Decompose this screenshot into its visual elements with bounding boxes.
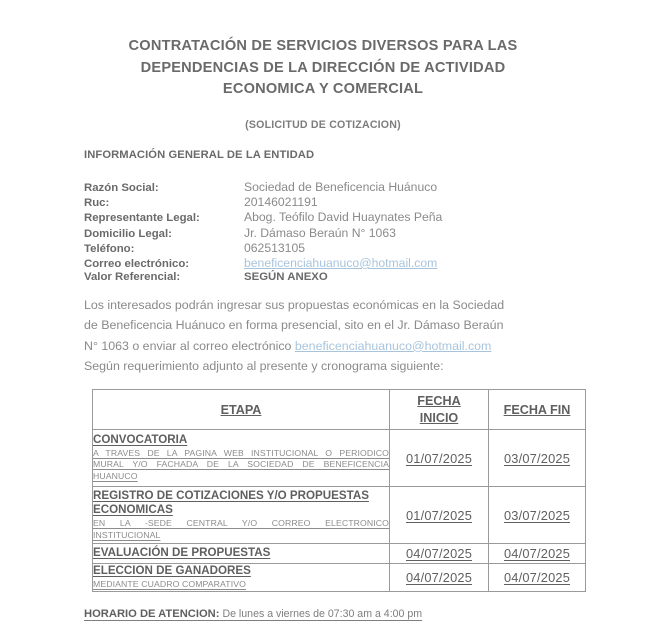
etapa-subtext-line: HUANUCO <box>93 471 138 482</box>
paragraph-line-1: Los interesados podrán ingresar sus propuestas económicas en la Sociedad <box>84 298 505 312</box>
schedule-table <box>92 389 586 592</box>
etapa-title: EVALUACIÓN DE PROPUESTAS <box>93 546 271 560</box>
column-header-fecha-inicio-line1: FECHA <box>417 393 461 408</box>
entity-info-list <box>84 180 554 286</box>
info-row-valor-referencial <box>84 271 554 286</box>
column-header-fecha-fin <box>489 390 586 430</box>
document-title <box>68 36 578 101</box>
info-value: 20146021191 <box>244 195 318 210</box>
table-row <box>93 487 586 544</box>
info-value: Sociedad de Beneficencia Huánuco <box>244 180 438 194</box>
info-label: Razón Social: <box>84 182 159 194</box>
etapa-title-line: REGISTRO DE COTIZACIONES Y/O PROPUESTAS <box>93 488 369 502</box>
title-line-2: DEPENDENCIAS DE LA DIRECCIÓN DE ACTIVIDAD <box>140 59 506 76</box>
column-header-fecha-inicio-line2: INICIO <box>419 410 459 425</box>
info-value: Jr. Dámaso Beraún N° 1063 <box>244 225 396 240</box>
table-header-row <box>93 390 586 430</box>
info-value: SEGÚN ANEXO <box>244 271 328 284</box>
cell-etapa-convocatoria <box>93 430 390 487</box>
etapa-subtext-line: MEDIANTE CUADRO COMPARATIVO <box>93 578 246 589</box>
footer-value: De lunes a viernes de 07:30 am a 4:00 pm <box>219 608 423 620</box>
title-line-3: ECONOMICA Y COMERCIAL <box>222 81 424 97</box>
etapa-subtext-line: MURAL Y/O FACHADA DE LA SOCIEDAD DE BENEFICENCIA <box>93 459 389 470</box>
etapa-title-line: ECONOMICAS <box>93 503 173 517</box>
info-value: 062513105 <box>244 240 306 255</box>
paragraph-line-3-text: N° 1063 o enviar al correo electrónico <box>84 338 295 353</box>
info-label: Domicilio Legal: <box>84 227 172 240</box>
table-row <box>93 430 586 487</box>
column-header-fecha-fin-label: FECHA FIN <box>503 402 571 417</box>
table-row <box>93 564 586 592</box>
email-link[interactable]: beneficenciahuanuco@hotmail.com <box>244 255 438 270</box>
info-row-razon-social <box>84 180 554 195</box>
etapa-title: ELECCION DE GANADORES <box>93 564 251 578</box>
cell-fecha-inicio: 04/07/2025 <box>390 544 489 564</box>
cell-fecha-inicio: 01/07/2025 <box>390 487 489 544</box>
cell-etapa-registro-cotizaciones <box>93 487 390 544</box>
info-value: Abog. Teófilo David Huaynates Peña <box>244 210 443 225</box>
footer-horario-atencion <box>84 608 422 620</box>
info-row-representante-legal <box>84 210 554 225</box>
info-row-ruc <box>84 195 554 210</box>
info-row-telefono <box>84 241 554 256</box>
paragraph-line-3 <box>84 336 568 356</box>
cell-fecha-fin: 03/07/2025 <box>489 487 586 544</box>
etapa-subtext-line: INSTITUCIONAL <box>93 529 161 540</box>
title-line-1: CONTRATACIÓN DE SERVICIOS DIVERSOS PARA LAS <box>128 38 518 54</box>
paragraph-line-4: Según requerimiento adjunto al presente y cronograma siguiente: <box>84 358 444 373</box>
column-header-etapa-label: ETAPA <box>220 402 262 417</box>
document-subtitle: (SOLICITUD DE COTIZACION) <box>245 119 401 131</box>
footer-label: HORARIO DE ATENCION: <box>84 608 220 620</box>
info-label: Correo electrónico: <box>84 257 190 270</box>
cell-etapa-eleccion-ganadores <box>93 564 390 592</box>
etapa-subtext-line: EN LA -SEDE CENTRAL Y/O CORREO ELECTRONICO <box>93 517 389 528</box>
info-row-correo-electronico <box>84 256 554 271</box>
info-label: Teléfono: <box>84 242 135 255</box>
cell-fecha-fin: 04/07/2025 <box>489 564 586 592</box>
etapa-subtext-line: A TRAVES DE LA PAGINA WEB INSTITUCIONAL O PERIODICO <box>93 447 389 458</box>
paragraph-line-2: de Beneficencia Huánuco en forma presencial, sito en el Jr. Dámaso Beraún <box>84 318 504 333</box>
cell-etapa-evaluacion-propuestas <box>93 544 390 564</box>
email-link-inline[interactable]: beneficenciahuanuco@hotmail.com <box>294 338 492 353</box>
table-row <box>93 544 586 564</box>
body-paragraph <box>84 295 568 376</box>
cell-fecha-fin: 04/07/2025 <box>489 544 586 564</box>
column-header-etapa <box>93 390 390 430</box>
cell-fecha-fin: 03/07/2025 <box>489 430 586 487</box>
info-label: Ruc: <box>84 197 110 210</box>
info-label: Representante Legal: <box>84 212 200 225</box>
info-row-domicilio-legal <box>84 226 554 241</box>
section-heading-entity-info: INFORMACIÓN GENERAL DE LA ENTIDAD <box>84 149 315 161</box>
cell-fecha-inicio: 04/07/2025 <box>390 564 489 592</box>
cell-fecha-inicio: 01/07/2025 <box>390 430 489 487</box>
column-header-fecha-inicio <box>390 390 489 430</box>
etapa-title: CONVOCATORIA <box>93 433 188 447</box>
info-label: Valor Referencial: <box>84 271 181 284</box>
